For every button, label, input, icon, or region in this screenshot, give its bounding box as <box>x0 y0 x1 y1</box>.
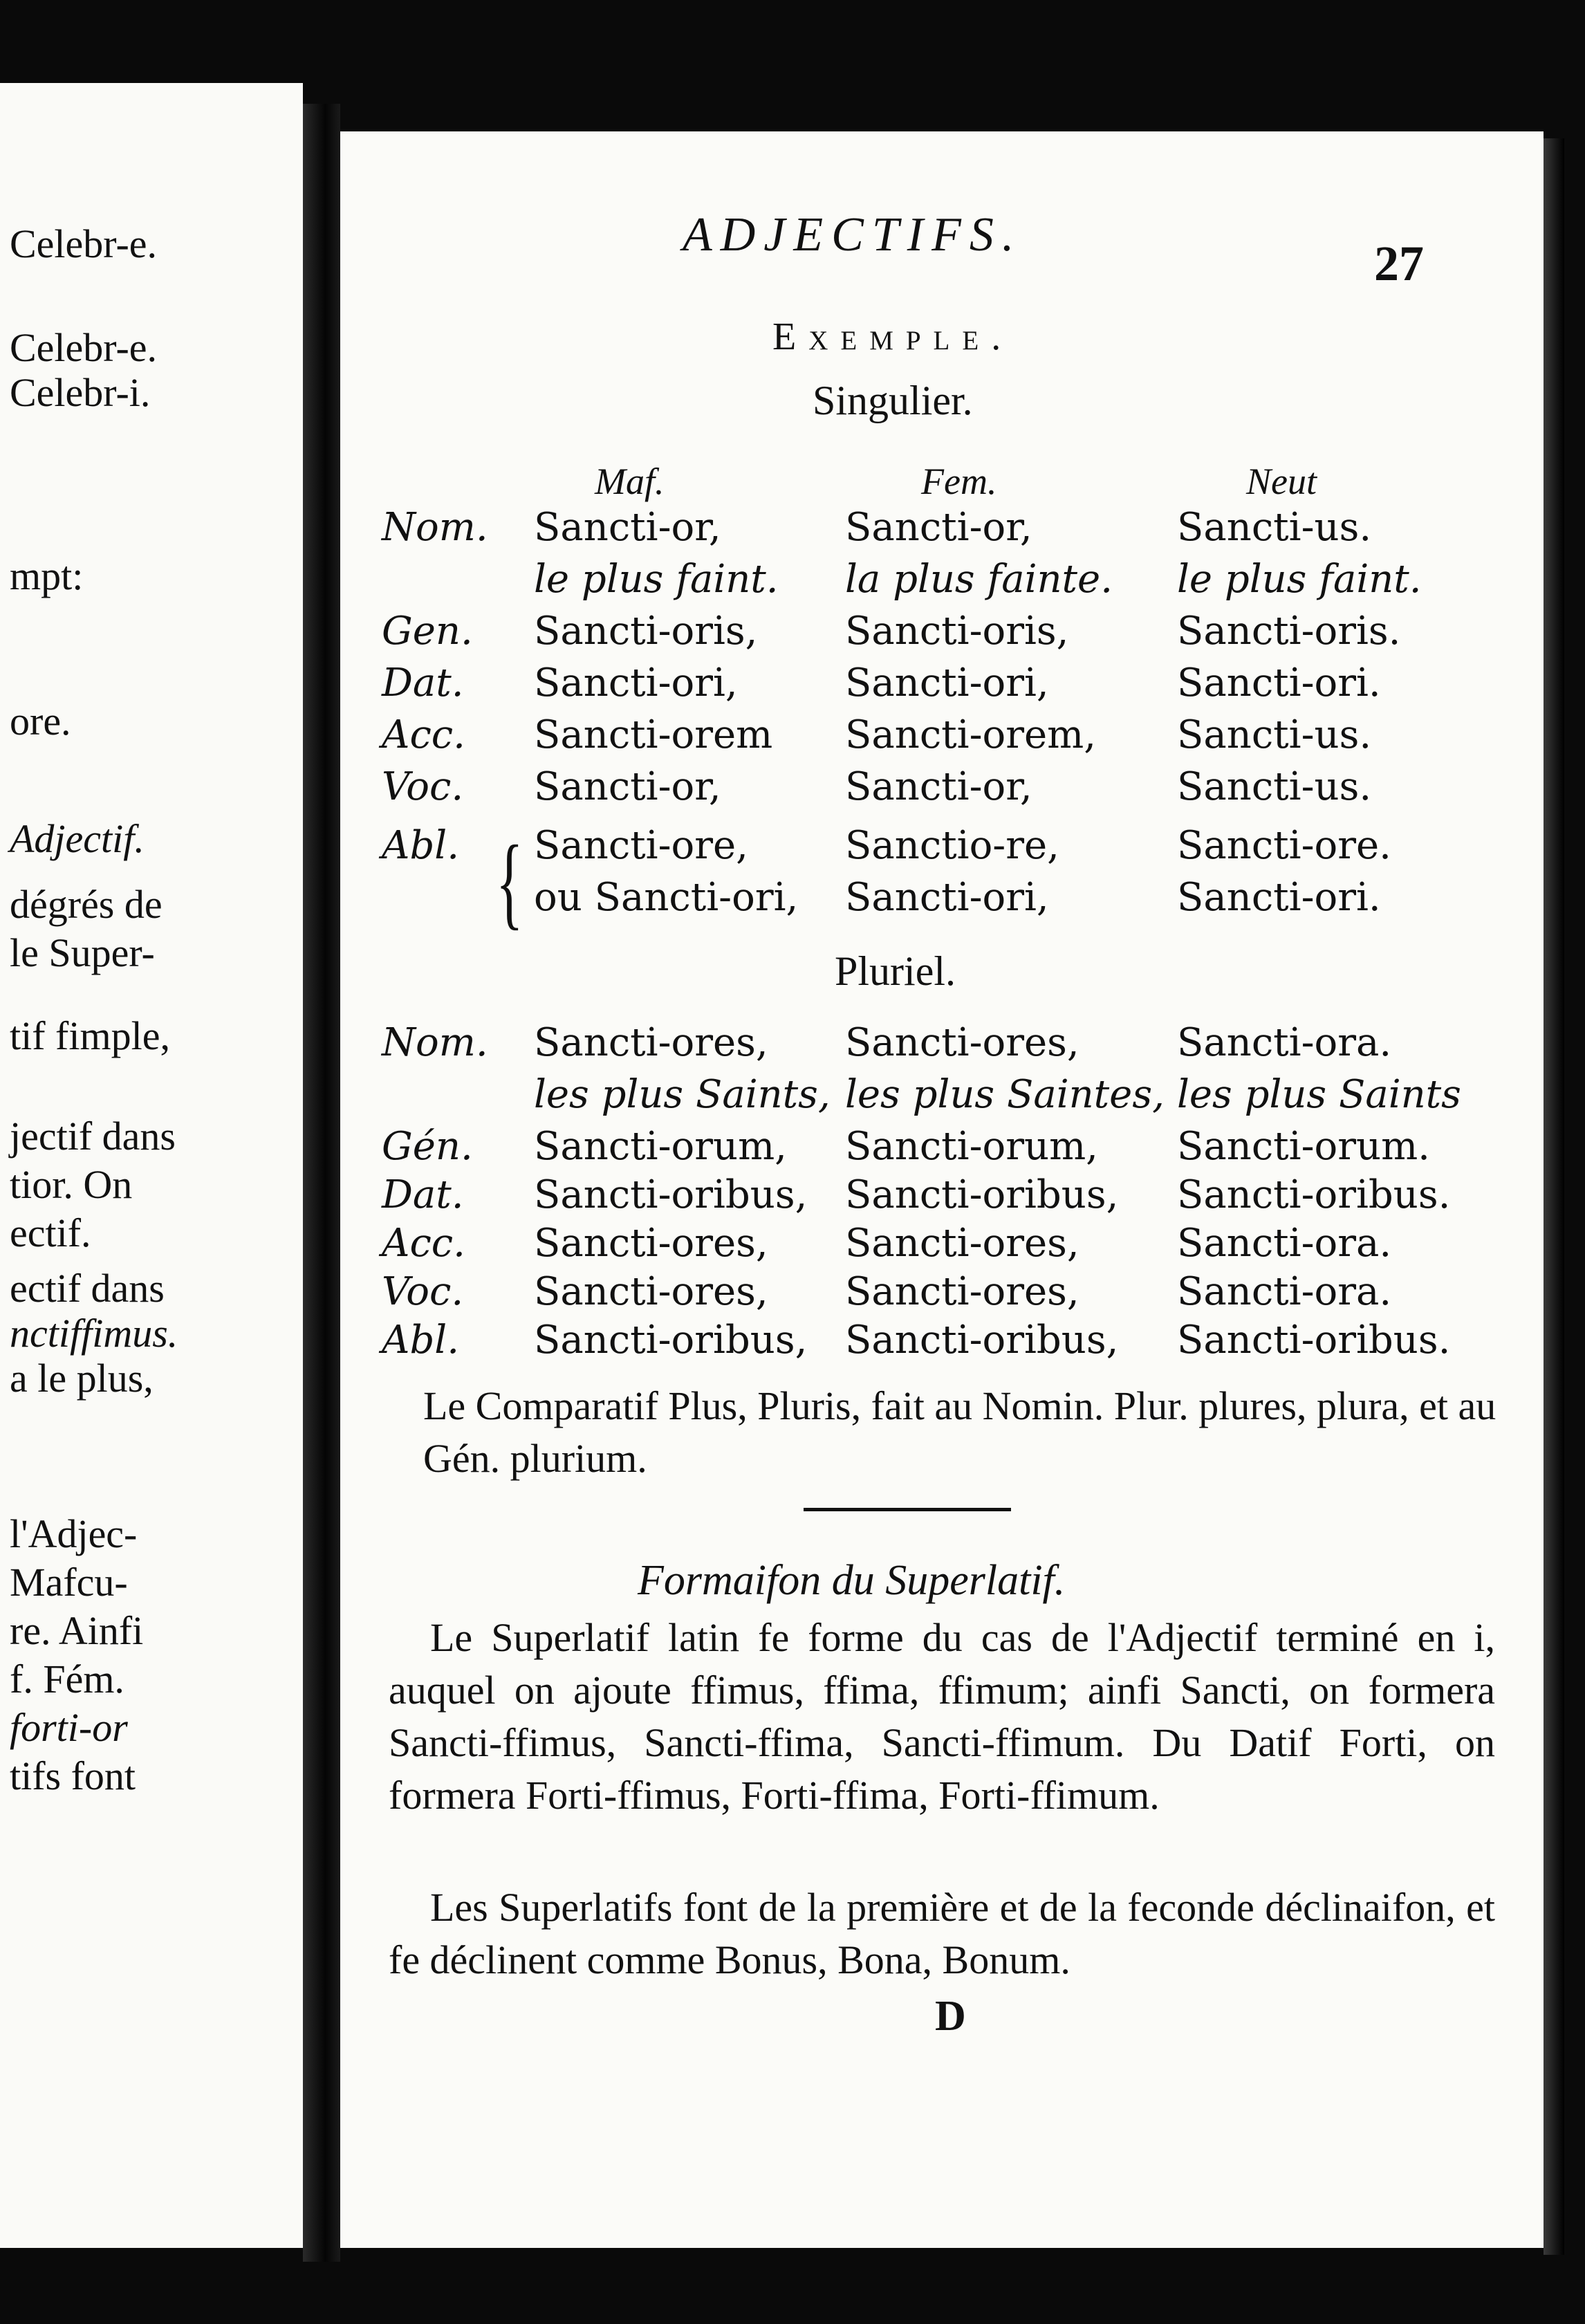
neuter-form: Sancti-ora. <box>1177 1020 1392 1065</box>
neuter-form: Sancti-us. <box>1177 505 1372 550</box>
declension-row <box>340 557 1544 607</box>
masculine-form: Sancti-oribus, <box>534 1318 808 1363</box>
section-divider <box>804 1508 1011 1511</box>
feminine-form: Sancti-orum, <box>845 1124 1098 1169</box>
masculine-form: Sancti-orem <box>534 712 773 757</box>
page-number: 27 <box>1374 236 1424 291</box>
declension-row <box>340 609 1544 658</box>
column-feminine-header: Fem. <box>921 461 997 502</box>
declension-row <box>340 1172 1544 1222</box>
feminine-form: Sanctio-re, <box>845 823 1059 868</box>
left-page-line: Celebr-e. <box>10 221 157 266</box>
case-label: Acc. <box>382 1221 465 1266</box>
left-page-line: dégrés de <box>10 882 163 927</box>
feminine-form: Sancti-oribus, <box>845 1318 1119 1363</box>
plural-heading: Pluriel. <box>835 948 956 994</box>
declension-row <box>340 764 1544 814</box>
masculine-form: Sancti-ores, <box>534 1221 768 1266</box>
paragraph-superlative-declension: Les Superlatifs font de la première et de la feconde déclinaifon, et fe déclinent comme Bonus, Bona, Bonum. <box>389 1885 1495 1982</box>
formation-title: Formaifon du Superlatif. <box>638 1557 1066 1604</box>
neuter-form: Sancti-oribus. <box>1177 1172 1451 1217</box>
neuter-form: Sancti-orum. <box>1177 1124 1430 1169</box>
masculine-form: Sancti-oris, <box>534 609 758 654</box>
case-label: Voc. <box>382 1269 464 1314</box>
signature-mark: D <box>935 1993 966 2040</box>
case-label: Dat. <box>382 1172 464 1217</box>
left-page-fragment <box>0 83 303 2248</box>
case-label: Acc. <box>382 712 465 757</box>
feminine-form: Sancti-ores, <box>845 1221 1079 1266</box>
declension-row <box>340 712 1544 762</box>
column-masculine-header: Maf. <box>595 461 665 502</box>
declension-row <box>340 1221 1544 1271</box>
case-label: Voc. <box>382 764 464 809</box>
declension-row <box>340 1020 1544 1070</box>
singular-heading: Singulier. <box>813 378 973 423</box>
comparative-note: Le Comparatif Plus, Pluris, fait au Nomin. Plur. plures, plura, et au Gén. plurium. <box>423 1383 1496 1481</box>
declension-row <box>340 1318 1544 1367</box>
left-page-line: ore. <box>10 699 71 744</box>
left-page-line: Celebr-e. <box>10 325 157 370</box>
declension-row <box>340 505 1544 555</box>
masculine-form: Sancti-oribus, <box>534 1172 808 1217</box>
masculine-form: les plus Saints, <box>534 1072 831 1117</box>
masculine-form: ou Sancti-ori, <box>534 875 799 920</box>
masculine-form: Sancti-ores, <box>534 1269 768 1314</box>
declension-row <box>340 1072 1544 1122</box>
feminine-form: la plus fainte. <box>845 557 1113 602</box>
declension-row <box>340 1269 1544 1319</box>
masculine-form: Sancti-or, <box>534 764 721 809</box>
example-label: Exemple. <box>772 315 1014 358</box>
feminine-form: Sancti-ori, <box>845 661 1049 706</box>
masculine-form: Sancti-or, <box>534 505 721 550</box>
neuter-form: le plus faint. <box>1177 557 1422 602</box>
neuter-form: Sancti-ora. <box>1177 1221 1392 1266</box>
neuter-form: Sancti-ori. <box>1177 661 1381 706</box>
neuter-form: Sancti-ori. <box>1177 875 1381 920</box>
case-label: Dat. <box>382 661 464 706</box>
left-page-line: Adjectif. <box>10 816 145 861</box>
feminine-form: Sancti-oribus, <box>845 1172 1119 1217</box>
left-page-line: f. Fém. <box>10 1657 124 1702</box>
main-page <box>340 131 1544 2248</box>
masculine-form: Sancti-orum, <box>534 1124 787 1169</box>
neuter-form: Sancti-oris. <box>1177 609 1401 654</box>
left-page-line: Celebr-i. <box>10 370 151 415</box>
masculine-form: Sancti-ori, <box>534 661 738 706</box>
masculine-form: le plus faint. <box>534 557 779 602</box>
feminine-form: Sancti-ores, <box>845 1269 1079 1314</box>
neuter-form: Sancti-ore. <box>1177 823 1391 868</box>
declension-row <box>340 661 1544 710</box>
page-edge-shadow <box>1544 138 1564 2255</box>
case-label: Gen. <box>382 609 473 654</box>
paragraph-superlative-formation: Le Superlatif latin fe forme du cas de l'Adjectif terminé en i, auquel on ajoute ffimus, ffima, ffimum; ainfi Sancti, on formera Sancti-ffimus, Sancti-ffima, Sancti-ffimum. Du Datif Forti, on formera Forti-ffimus, Forti-ffima, Forti-ffimum. <box>389 1615 1495 1818</box>
left-page-line: tior. On <box>10 1162 133 1207</box>
case-label: Abl. <box>382 823 459 868</box>
case-label: Nom. <box>382 1020 488 1065</box>
feminine-form: Sancti-ores, <box>845 1020 1079 1065</box>
masculine-form: Sancti-ore, <box>534 823 748 868</box>
column-neuter-header: Neut <box>1246 461 1317 502</box>
left-page-line: jectif dans <box>10 1114 176 1159</box>
ablative-brace: { <box>496 824 523 939</box>
left-page-line: mpt: <box>10 553 84 598</box>
left-page-line: l'Adjec- <box>10 1511 138 1556</box>
feminine-form: Sancti-or, <box>845 505 1032 550</box>
declension-row <box>340 1124 1544 1174</box>
case-label: Abl. <box>382 1318 459 1363</box>
left-page-line: ectif dans <box>10 1266 165 1311</box>
neuter-form: les plus Saints <box>1177 1072 1461 1117</box>
case-label: Gén. <box>382 1124 473 1169</box>
neuter-form: Sancti-us. <box>1177 764 1372 809</box>
case-label: Nom. <box>382 505 488 550</box>
left-page-line: re. Ainfi <box>10 1608 144 1653</box>
neuter-form: Sancti-oribus. <box>1177 1318 1451 1363</box>
masculine-form: Sancti-ores, <box>534 1020 768 1065</box>
running-head: ADJECTIFS. <box>683 208 1023 261</box>
left-page-line: tif fimple, <box>10 1013 170 1058</box>
feminine-form: Sancti-ori, <box>845 875 1049 920</box>
left-page-line: tifs font <box>10 1753 136 1798</box>
book-gutter <box>303 104 340 2262</box>
neuter-form: Sancti-us. <box>1177 712 1372 757</box>
feminine-form: Sancti-orem, <box>845 712 1097 757</box>
left-page-line: ectif. <box>10 1210 91 1255</box>
left-page-line: Mafcu- <box>10 1560 128 1605</box>
left-page-line: nctiffimus. <box>10 1311 178 1356</box>
left-page-line: forti-or <box>10 1705 128 1750</box>
feminine-form: les plus Saintes, <box>845 1072 1165 1117</box>
neuter-form: Sancti-ora. <box>1177 1269 1392 1314</box>
feminine-form: Sancti-or, <box>845 764 1032 809</box>
left-page-line: le Super- <box>10 930 155 975</box>
left-page-line: a le plus, <box>10 1356 154 1401</box>
feminine-form: Sancti-oris, <box>845 609 1069 654</box>
